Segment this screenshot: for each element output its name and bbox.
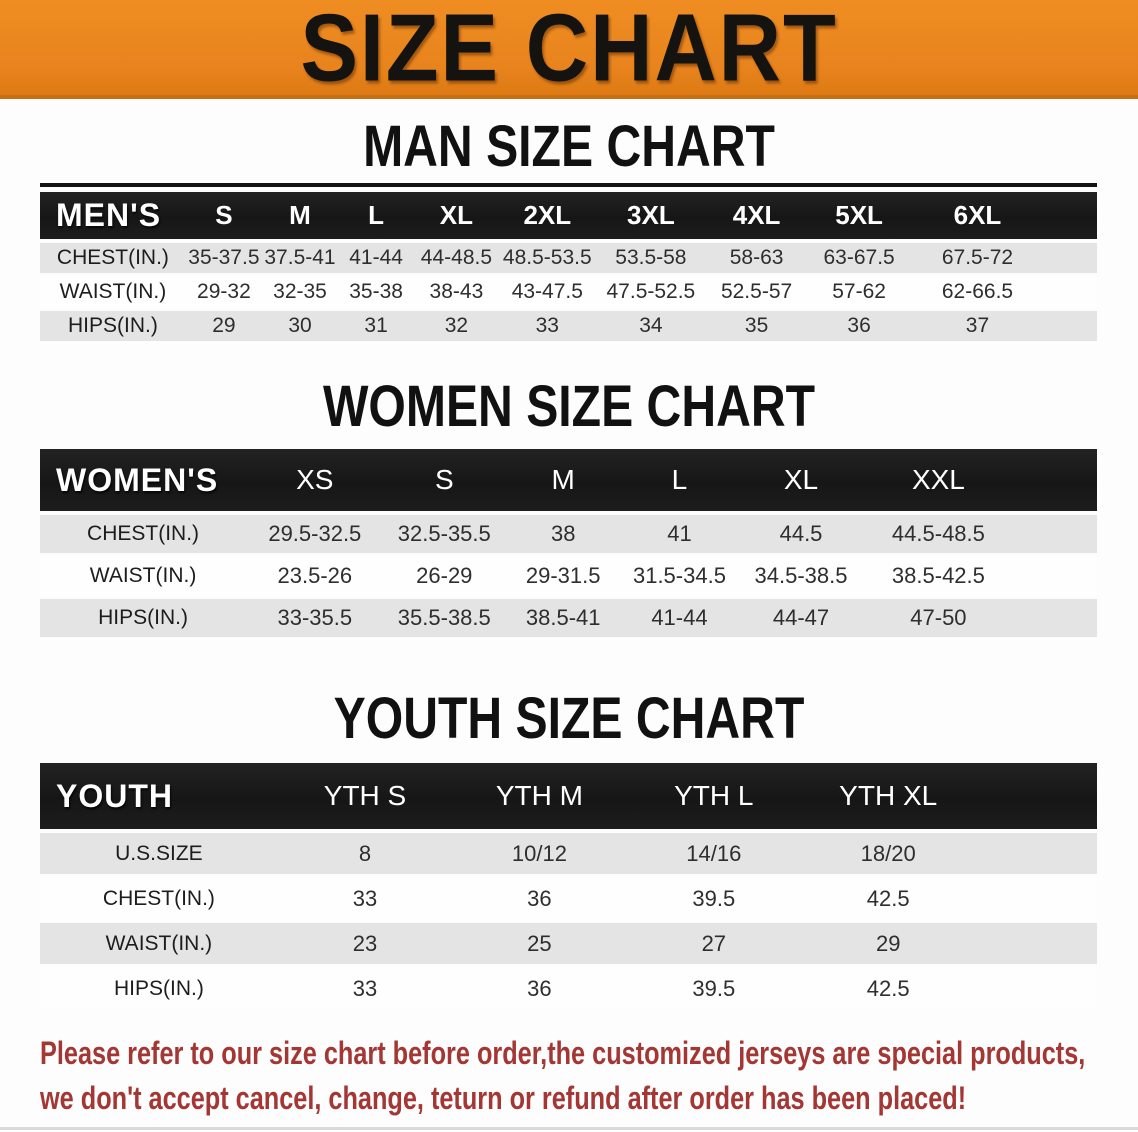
womens-chest-in-value-1: 32.5-35.5	[384, 515, 506, 553]
mens-chest-in-value-7: 63-67.5	[807, 243, 911, 273]
mens-waist-in-value-4: 43-47.5	[499, 277, 596, 307]
womens-row-label-chest-in: CHEST(IN.)	[40, 515, 246, 553]
mens-table-label: MEN'S	[40, 192, 186, 239]
mens-waist-in-value-1: 32-35	[262, 277, 338, 307]
mens-row-chest-in	[40, 243, 1097, 273]
youth-waist-in-value-3: 29	[801, 923, 975, 964]
youth-waist-in-value-1: 25	[452, 923, 626, 964]
womens-chest-in-value-2: 38	[505, 515, 621, 553]
womens-row-spacer	[1012, 599, 1097, 637]
mens-hips-in-value-1: 30	[262, 311, 338, 341]
notice-line-2	[40, 1076, 1138, 1121]
mens-waist-in-value-6: 52.5-57	[706, 277, 807, 307]
youth-col-yth-m: YTH M	[452, 763, 626, 829]
youth-header-row	[40, 763, 1097, 829]
youth-hips-in-value-3: 42.5	[801, 968, 975, 1009]
womens-chest-in-value-3: 41	[621, 515, 737, 553]
womens-row-spacer	[1012, 557, 1097, 595]
womens-hips-in-value-5: 47-50	[864, 599, 1012, 637]
womens-col-l: L	[621, 449, 737, 511]
mens-row-label-hips-in: HIPS(IN.)	[40, 311, 186, 341]
mens-hips-in-value-2: 31	[338, 311, 414, 341]
youth-waist-in-value-2: 27	[627, 923, 801, 964]
mens-chest-in-value-5: 53.5-58	[596, 243, 706, 273]
womens-waist-in-value-1: 26-29	[384, 557, 506, 595]
youth-row-spacer	[975, 968, 1097, 1009]
womens-row-chest-in	[40, 515, 1097, 553]
womens-col-m: M	[505, 449, 621, 511]
youth-col-yth-xl: YTH XL	[801, 763, 975, 829]
womens-waist-in-value-3: 31.5-34.5	[621, 557, 737, 595]
youth-chest-in-value-0: 33	[278, 878, 452, 919]
mens-col-l: L	[338, 192, 414, 239]
womens-table-label: WOMEN'S	[40, 449, 246, 511]
mens-header-spacer	[1044, 192, 1097, 239]
youth-row-chest-in	[40, 878, 1097, 919]
womens-waist-in-value-4: 34.5-38.5	[738, 557, 865, 595]
womens-row-hips-in	[40, 599, 1097, 637]
mens-col-xl: XL	[414, 192, 499, 239]
youth-row-label-hips-in: HIPS(IN.)	[40, 968, 278, 1009]
mens-row-label-chest-in: CHEST(IN.)	[40, 243, 186, 273]
youth-hips-in-value-0: 33	[278, 968, 452, 1009]
youth-u-s-size-value-0: 8	[278, 833, 452, 874]
womens-size-table	[40, 445, 1097, 641]
youth-row-label-waist-in: WAIST(IN.)	[40, 923, 278, 964]
youth-row-spacer	[975, 878, 1097, 919]
mens-waist-in-value-3: 38-43	[414, 277, 499, 307]
notice-line-2-text: we don't accept cancel, change, teturn or refund after order has been placed!	[40, 1080, 967, 1116]
banner-title: SIZE CHART	[300, 0, 838, 101]
womens-row-spacer	[1012, 515, 1097, 553]
mens-chest-in-value-3: 44-48.5	[414, 243, 499, 273]
youth-hips-in-value-1: 36	[452, 968, 626, 1009]
youth-hips-in-value-2: 39.5	[627, 968, 801, 1009]
womens-hips-in-value-3: 41-44	[621, 599, 737, 637]
mens-chest-in-value-4: 48.5-53.5	[499, 243, 596, 273]
mens-row-spacer	[1044, 243, 1097, 273]
mens-chest-in-value-8: 67.5-72	[911, 243, 1044, 273]
youth-header-spacer	[975, 763, 1097, 829]
mens-hips-in-value-4: 33	[499, 311, 596, 341]
mens-chest-in-value-6: 58-63	[706, 243, 807, 273]
mens-chest-in-value-1: 37.5-41	[262, 243, 338, 273]
mens-hips-in-value-7: 36	[807, 311, 911, 341]
mens-header-row	[40, 192, 1097, 239]
womens-waist-in-value-5: 38.5-42.5	[864, 557, 1012, 595]
mens-size-heading: MAN SIZE CHART	[363, 114, 775, 179]
womens-hips-in-value-1: 35.5-38.5	[384, 599, 506, 637]
youth-row-u-s-size	[40, 833, 1097, 874]
womens-waist-in-value-2: 29-31.5	[505, 557, 621, 595]
youth-row-waist-in	[40, 923, 1097, 964]
youth-table-label: YOUTH	[40, 763, 278, 829]
mens-hips-in-value-0: 29	[186, 311, 262, 341]
mens-col-2xl: 2XL	[499, 192, 596, 239]
youth-waist-in-value-0: 23	[278, 923, 452, 964]
mens-hips-in-value-3: 32	[414, 311, 499, 341]
youth-size-section	[0, 686, 1138, 1013]
mens-chest-in-value-2: 41-44	[338, 243, 414, 273]
youth-u-s-size-value-3: 18/20	[801, 833, 975, 874]
mens-hips-in-value-6: 35	[706, 311, 807, 341]
womens-row-label-waist-in: WAIST(IN.)	[40, 557, 246, 595]
mens-col-m: M	[262, 192, 338, 239]
notice-line-1-text: Please refer to our size chart before order,the customized jerseys are special products,	[40, 1035, 1086, 1071]
mens-waist-in-value-8: 62-66.5	[911, 277, 1044, 307]
womens-chest-in-value-4: 44.5	[738, 515, 865, 553]
mens-waist-in-value-5: 47.5-52.5	[596, 277, 706, 307]
mens-table-topline	[40, 183, 1097, 187]
youth-chest-in-value-2: 39.5	[627, 878, 801, 919]
mens-hips-in-value-5: 34	[596, 311, 706, 341]
order-notice	[40, 1031, 1138, 1121]
mens-row-hips-in	[40, 311, 1097, 341]
mens-hips-in-value-8: 37	[911, 311, 1044, 341]
womens-chest-in-value-5: 44.5-48.5	[864, 515, 1012, 553]
mens-col-5xl: 5XL	[807, 192, 911, 239]
mens-col-s: S	[186, 192, 262, 239]
womens-size-section	[0, 374, 1138, 641]
youth-row-hips-in	[40, 968, 1097, 1009]
mens-row-spacer	[1044, 311, 1097, 341]
youth-chest-in-value-3: 42.5	[801, 878, 975, 919]
womens-col-s: S	[384, 449, 506, 511]
youth-row-spacer	[975, 833, 1097, 874]
notice-line-1	[40, 1031, 1138, 1076]
mens-waist-in-value-2: 35-38	[338, 277, 414, 307]
womens-hips-in-value-4: 44-47	[738, 599, 865, 637]
youth-col-yth-s: YTH S	[278, 763, 452, 829]
womens-header-spacer	[1012, 449, 1097, 511]
mens-size-section	[0, 114, 1138, 345]
womens-size-heading: WOMEN SIZE CHART	[322, 374, 816, 439]
womens-row-waist-in	[40, 557, 1097, 595]
mens-size-table	[40, 188, 1097, 345]
womens-col-xl: XL	[738, 449, 865, 511]
size-chart-banner	[0, 0, 1138, 99]
youth-row-label-chest-in: CHEST(IN.)	[40, 878, 278, 919]
youth-chest-in-value-1: 36	[452, 878, 626, 919]
mens-row-waist-in	[40, 277, 1097, 307]
mens-waist-in-value-0: 29-32	[186, 277, 262, 307]
youth-u-s-size-value-1: 10/12	[452, 833, 626, 874]
womens-col-xs: XS	[246, 449, 383, 511]
womens-header-row	[40, 449, 1097, 511]
womens-row-label-hips-in: HIPS(IN.)	[40, 599, 246, 637]
mens-waist-in-value-7: 57-62	[807, 277, 911, 307]
womens-hips-in-value-2: 38.5-41	[505, 599, 621, 637]
womens-hips-in-value-0: 33-35.5	[246, 599, 383, 637]
youth-row-label-u-s-size: U.S.SIZE	[40, 833, 278, 874]
womens-col-xxl: XXL	[864, 449, 1012, 511]
image-bottom-edge	[0, 1127, 1138, 1130]
youth-row-spacer	[975, 923, 1097, 964]
size-chart-sections	[0, 114, 1138, 1013]
mens-row-spacer	[1044, 277, 1097, 307]
youth-col-yth-l: YTH L	[627, 763, 801, 829]
youth-size-table	[40, 759, 1097, 1013]
mens-col-4xl: 4XL	[706, 192, 807, 239]
mens-col-3xl: 3XL	[596, 192, 706, 239]
mens-row-label-waist-in: WAIST(IN.)	[40, 277, 186, 307]
womens-waist-in-value-0: 23.5-26	[246, 557, 383, 595]
youth-size-heading: YOUTH SIZE CHART	[333, 686, 805, 751]
mens-col-6xl: 6XL	[911, 192, 1044, 239]
mens-chest-in-value-0: 35-37.5	[186, 243, 262, 273]
womens-chest-in-value-0: 29.5-32.5	[246, 515, 383, 553]
youth-u-s-size-value-2: 14/16	[627, 833, 801, 874]
